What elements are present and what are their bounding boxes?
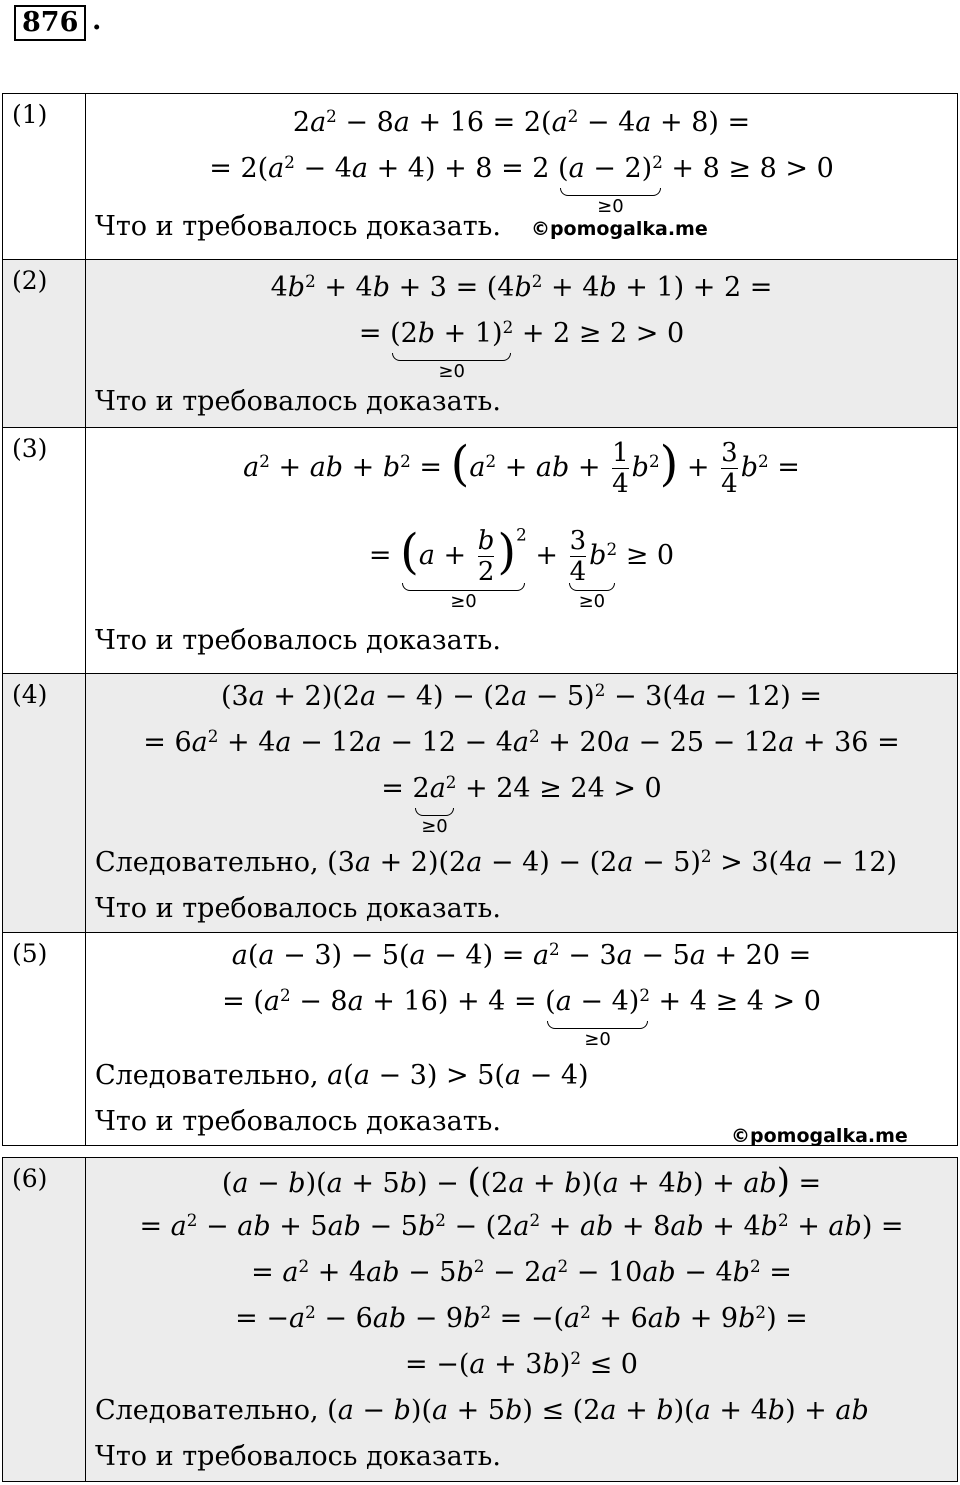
equation-line: = $6a^2 + 4a - 12a - 12 - 4a^2 + 20a - 25 - 12a + 36$ = — [143, 725, 900, 758]
underbrace: $\frac{3}{4}$ $b^2$ ≥0 — [567, 526, 618, 587]
ge-zero-label: ≥0 — [597, 196, 624, 217]
underbrace: $(a - 2)^2$ ≥0 — [558, 146, 663, 192]
conclusion-text: Что и требовалось доказать. — [95, 625, 501, 656]
equation-line: $4b^2 + 4b + 3 = (4b^2 + 4b + 1) + 2$ = — [270, 270, 773, 303]
equation-line: = (a + $\frac{b}{2}$ )$^2$ ≥0 + $\frac{3}{4}$ $b^2$ ≥0 ≥ 0 — [368, 523, 675, 612]
part-5 — [3, 933, 958, 1146]
problem-number-dot: . — [92, 5, 102, 36]
ge-zero-label: ≥0 — [578, 590, 606, 612]
part-3 — [3, 428, 958, 674]
hence-line: Следовательно, (a − b)(a + 5b) ≤ (2a + b)(a + 4b) + ab — [95, 1395, 869, 1426]
watermark: ©pomogalka.me — [731, 1125, 908, 1147]
equation-line: = $-(a + 3b)^2 \le 0$ — [405, 1347, 638, 1380]
conclusion-text: Что и требовалось доказать. — [95, 386, 501, 417]
equation-line: $2a^2 - 8a + 16 = 2(a^2 - 4a + 8)$ = — [292, 105, 751, 138]
part-2 — [3, 260, 958, 428]
ge-zero-label: ≥0 — [450, 590, 477, 612]
equation-line: = $(a^2 - 8a + 16) + 4 = (a - 4)^2$ ≥0 + 4 ≥ 4 > 0 — [86, 979, 957, 1025]
hence-line: Следовательно, a(a − 3) > 5(a − 4) — [95, 1060, 589, 1091]
equation-line: = $a^2 + 4ab - 5b^2 - 2a^2 - 10ab - 4b^2$ = — [251, 1255, 792, 1288]
conclusion-row — [86, 1099, 957, 1145]
underbrace: (a + $\frac{b}{2}$ )$^2$ ≥0 — [400, 523, 527, 612]
equation-line: (a − b)(a + 5b) − ((2a + b)(a + 4b) + ab) = — [221, 1161, 822, 1201]
ge-zero-label: ≥0 — [438, 361, 465, 382]
watermark: ©pomogalka.me — [530, 218, 708, 240]
part-label: (3) — [3, 428, 86, 674]
ge-zero-label: ≥0 — [584, 1029, 611, 1050]
hence-prefix: Следовательно, — [95, 1395, 328, 1426]
ge-zero-label: ≥0 — [421, 816, 448, 837]
solution-table-1 — [2, 93, 958, 1146]
conclusion-row — [86, 204, 957, 250]
part-label: (2) — [3, 260, 86, 428]
solution-table-2 — [2, 1157, 958, 1482]
equation-line: = $a^2$ − ab + $5ab - 5b^2 - (2a^2$ + ab + $8ab + 4b^2 + ab$) = — [139, 1209, 904, 1242]
part-label: (6) — [3, 1158, 86, 1482]
equation-line: $a^2$ + ab + $b^2 = (a^2$ + ab + $\frac{1}{4}$ $b^2$) + $\frac{3}{4}$ $b^2$ = — [243, 435, 800, 499]
conclusion-text: Что и требовалось доказать. — [95, 211, 501, 242]
part-4 — [3, 674, 958, 933]
conclusion-text: Что и требовалось доказать. — [95, 1441, 501, 1472]
hence-prefix: Следовательно, — [95, 1060, 328, 1091]
equation-line: $(3a + 2)(2a - 4) - (2a - 5)^2 - 3(4a - 12)$ = — [220, 679, 823, 712]
part-label: (1) — [3, 94, 86, 260]
equation-line: = $2a^2$ ≥0 + 24 ≥ 24 > 0 — [86, 766, 957, 812]
underbrace: $2a^2$ ≥0 — [413, 766, 457, 812]
conclusion-text: Что и требовалось доказать. — [95, 1106, 501, 1137]
part-6 — [3, 1158, 958, 1482]
hence-prefix: Следовательно, — [95, 847, 328, 878]
part-label: (5) — [3, 933, 86, 1146]
part-label: (4) — [3, 674, 86, 933]
problem-number: 876 — [14, 5, 86, 41]
conclusion-text: Что и требовалось доказать. — [95, 893, 501, 924]
equation-line: = $-a^2 - 6ab - 9b^2 = -(a^2 + 6ab + 9b^2)$ = — [235, 1301, 808, 1334]
underbrace: $(2b + 1)^2$ ≥0 — [390, 311, 513, 357]
equation-line: = $(2b + 1)^2$ ≥0 + 2 ≥ 2 > 0 — [86, 311, 957, 357]
part-1 — [3, 94, 958, 260]
hence-line: Следовательно, $(3a + 2)(2a - 4) - (2a - 5)^2 > 3(4a - 12)$ — [95, 845, 898, 878]
equation-line: $a(a - 3) - 5(a - 4) = a^2 - 3a - 5a + 20$ = — [231, 938, 812, 971]
underbrace: $(a - 4)^2$ ≥0 — [545, 979, 650, 1025]
equation-line: = $2(a^2 - 4a + 4) + 8 = 2$ $(a - 2)^2$ ≥0 + 8 ≥ 8 > 0 — [86, 146, 957, 192]
